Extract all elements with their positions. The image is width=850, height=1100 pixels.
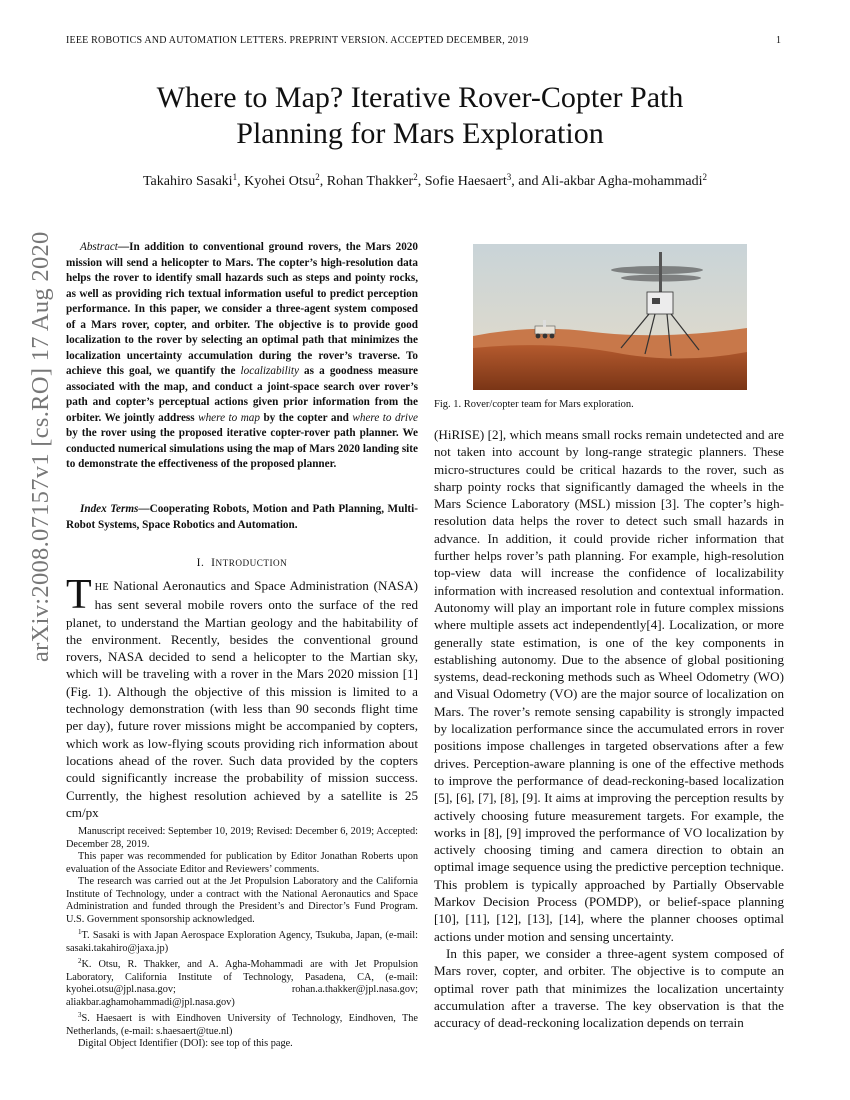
arxiv-identifier[interactable]: arXiv:2008.07157v1 [cs.RO] 17 Aug 2020 xyxy=(27,231,54,662)
footnote-affiliation-text: K. Otsu, R. Thakker, and A. Agha-Mohammadi are with Jet Propulsion Laboratory, California Institute of Technology, Pasadena, CA, (e-mail: kyohei.otsu@jpl.nasa.gov; rohan.a.thakker@jpl.nasa.gov; aliakbar.aghamohammadi@jpl.nasa.gov) xyxy=(66,959,418,1008)
abstract-label: Abstract xyxy=(80,241,118,253)
footnote-affiliation-2 xyxy=(66,955,418,1009)
section-title-initial: I xyxy=(211,557,216,569)
section-number: I. xyxy=(196,557,205,569)
title-line-1: Where to Map? Iterative Rover-Copter Path xyxy=(156,81,684,114)
introduction-body: National Aeronautics and Space Administration (NASA) has sent several mobile rovers onto the surface of the red planet, to understand the Martian geology and the habitability of the environment. Recently, besides the conventional ground rovers, NASA decided to send a helicopter to the Martian sky, which will be traveling with a rover in the Mars 2020 mission [1] (Fig. 1). Although the objective of this mission is limited to a technology demonstration (with less than 90 seconds flight time per day), future rover missions might be accompanied by copters, which work as low-flying scouts providing rich information about locations ahead of the rover. Such data provided by the copters could significantly increase the probability of mission success. Currently, the highest resolution achieved by a satellite is 25 cm/px xyxy=(66,578,418,820)
introduction-text xyxy=(66,572,418,821)
footnote-affiliation-text: T. Sasaki is with Japan Aerospace Exploration Agency, Tsukuba, Japan, (e-mail: sasaki.takahiro@jaxa.jp) xyxy=(66,930,418,954)
author-separator: , xyxy=(417,174,425,189)
section-title-rest: NTRODUCTION xyxy=(215,558,288,568)
footnotes xyxy=(66,826,418,1051)
author-affiliation: 1 xyxy=(232,172,238,182)
footnote-funding: The research was carried out at the Jet Propulsion Laboratory and the California Institute of Technology, under a contract with the National Aeronautics and Space Administration and funded through the President’s and Director’s Fund Program. U.S. Government sponsorship acknowledged. xyxy=(66,876,418,925)
author-affiliation: 3 xyxy=(506,172,512,182)
author-list xyxy=(60,172,790,190)
rover-copter-illustration xyxy=(473,244,747,390)
author-affiliation: 2 xyxy=(702,172,708,182)
abstract xyxy=(66,240,418,473)
section-heading xyxy=(66,557,418,569)
author: Sofie Haesaert xyxy=(424,174,507,189)
figure-rover-copter xyxy=(473,244,747,390)
author: Takahiro Sasaki xyxy=(142,174,233,189)
author: Kyohei Otsu xyxy=(244,174,316,189)
footnote-affiliation-3 xyxy=(66,1009,418,1038)
index-terms xyxy=(66,502,418,533)
page-number: 1 xyxy=(776,35,781,46)
paragraph: In this paper, we consider a three-agent system composed of Mars rover, copter, and orbiter. The objective is to compute an optimal rover path that minimizes the localization uncertainty accumulation after a traverse. The key observation is that the accuracy of dead-reckoning localization depends on terrain xyxy=(434,945,784,1031)
title-line-2: Planning for Mars Exploration xyxy=(236,117,604,150)
drop-cap: T xyxy=(66,572,92,618)
footnote-received: Manuscript received: September 10, 2019; Revised: December 6, 2019; Accepted: December 28, 2019. xyxy=(66,826,418,850)
author-affiliation: 2 xyxy=(413,172,418,182)
abstract-term: where to map xyxy=(198,411,260,424)
abstract-term: where to drive xyxy=(352,411,418,424)
abstract-text: as a goodness measure associated with the map, and conduct a joint-space search over rover’s path and copter’s perceptual actions given prior information from the orbiter. We jointly address xyxy=(66,365,419,424)
running-header: IEEE ROBOTICS AND AUTOMATION LETTERS. PREPRINT VERSION. ACCEPTED DECEMBER, 2019 xyxy=(66,35,529,46)
footnote-affiliation-1 xyxy=(66,926,418,955)
abstract-text: —In addition to conventional ground rovers, the Mars 2020 mission will send a helicopter to Mars. The copter’s high-resolution data helps the rover to identify small hazards such as steps and pointy rocks, as well as providing rich textual information useful to predict perception performance. In this paper, we consider a three-agent system composed of a Mars rover, copter, and orbiter. The objective is to provide good localization to the rover by selecting an optimal path that minimizes the localization uncertainty accumulation during the rover’s traverse. To achieve this goal, we quantify the xyxy=(66,241,418,377)
abstract-text: by the rover using the proposed iterative copter-rover path planner. We conducted numerical simulations using the map of Mars 2020 landing site to demonstrate the effectiveness of the proposed planner. xyxy=(66,427,418,470)
author-affiliation: 2 xyxy=(315,172,320,182)
paper-title xyxy=(80,80,760,152)
abstract-term: localizability xyxy=(240,365,299,377)
author-separator: , and xyxy=(511,174,542,189)
footnote-marker: 2 xyxy=(78,957,82,965)
author: Rohan Thakker xyxy=(326,174,414,189)
paragraph: (HiRISE) [2], which means small rocks remain undetected and are not taken into account by long-range strategic planners. These micro-structures could be critical hazards to the rover, such as sharp pointy rocks that significantly damaged the wheels in the Mars Science Laboratory (MSL) mission [3]. The copter’s high-resolution data helps the rover to detect such small hazards in advance. In addition, it could provide richer information that further helps rover’s path planning. For example, high-resolution top-view data will increase the confidence of localizability information with increased resolution and contextual information. Autonomy will play an important role in future complex missions where multiple assets act independently[4]. Localization, or more generally state estimation, is one of the key components in establishing autonomy. Due to the absence of global positioning systems, dead-reckoning methods such as Wheel Odometry (WO) and Visual Odometry (VO) are the major source of localization on Mars. The rover’s remote sensing capability is strongly impacted by localization performance since the accumulated errors in rover positions impose challenges in targeted observations after a few drives. Perception-aware planning is one of the effective methods to improve the performance of dead-reckoning-based localization [5], [6], [7], [8], [9]. It aims at improving the perception results by actively choosing future measurement targets. For example, the works in [8], [9] improved the performance of VO localization by actively choosing timing and camera direction to obtain an optimal image sequence using the predictive perception technique. This problem is typically approached by Partially Observable Markov Decision Process (POMDP), or belief-space planning [10], [11], [12], [13], [14], where the planner chooses optimal actions under motion and sensing uncertainty. xyxy=(434,427,784,944)
index-terms-text: —Cooperating Robots, Motion and Path Planning, Multi-Robot Systems, Space Robotics and Automation. xyxy=(66,503,418,531)
abstract-text: by the copter and xyxy=(259,411,353,424)
author: Ali-akbar Agha-mohammadi xyxy=(541,174,703,189)
footnote-affiliation-text: S. Haesaert is with Eindhoven University of Technology, Eindhoven, The Netherlands, (e-mail: s.haesaert@tue.nl) xyxy=(66,1013,418,1037)
right-column-text xyxy=(434,426,784,1031)
lead-word: HE xyxy=(94,582,109,593)
footnote-doi: Digital Object Identifier (DOI): see top of this page. xyxy=(78,1038,293,1049)
index-terms-label: Index Terms xyxy=(80,503,139,515)
footnote-marker: 3 xyxy=(78,1011,82,1019)
footnote-editor: This paper was recommended for publication by Editor Jonathan Roberts upon evaluation of the Associate Editor and Reviewers’ comments. xyxy=(66,851,418,875)
figure-caption: Fig. 1. Rover/copter team for Mars exploration. xyxy=(434,399,634,410)
footnote-marker: 1 xyxy=(78,928,82,936)
author-separator: , xyxy=(237,174,245,189)
author-separator: , xyxy=(319,174,327,189)
